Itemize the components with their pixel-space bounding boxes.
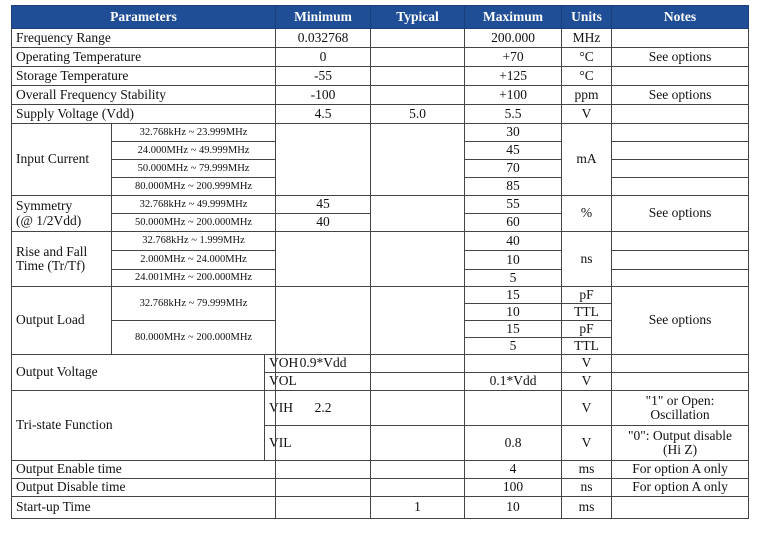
freq-range: 24.000MHz ~ 49.999MHz [112, 142, 276, 160]
typ-value: 5.0 [371, 105, 465, 124]
header-row [12, 6, 749, 29]
param-label: Output Disable time [12, 479, 276, 497]
row-startup-time [12, 497, 749, 519]
notes-value [612, 373, 749, 391]
symbol: VOL [265, 373, 276, 391]
max-value [465, 355, 562, 373]
freq-range: 32.768kHz ~ 49.999MHz [112, 196, 276, 214]
header-typical: Typical [371, 6, 465, 29]
notes-value: See options [612, 196, 749, 232]
freq-range: 80.000MHz ~ 200.000MHz [112, 321, 276, 355]
notes-value [612, 355, 749, 373]
min-value: 0 [276, 48, 371, 67]
freq-range: 24.001MHz ~ 200.000MHz [112, 270, 276, 287]
header-parameters: Parameters [12, 6, 276, 29]
typ-value [371, 426, 465, 461]
typ-value [371, 196, 465, 232]
min-value [276, 497, 371, 519]
unit-value: V [562, 105, 612, 124]
notes-value [612, 142, 749, 160]
header-notes: Notes [612, 6, 749, 29]
max-value: 5 [465, 270, 562, 287]
freq-range: 32.768kHz ~ 79.999MHz [112, 287, 276, 321]
notes-value: For option A only [612, 461, 749, 479]
max-value [465, 391, 562, 426]
unit-value: ns [562, 479, 612, 497]
typ-value: 1 [371, 497, 465, 519]
min-value: 0.9*Vdd [276, 355, 371, 373]
min-value [276, 287, 371, 355]
min-value: 40 [276, 214, 371, 232]
param-label: Start-up Time [12, 497, 276, 519]
typ-value [371, 461, 465, 479]
header-minimum: Minimum [276, 6, 371, 29]
max-value: 0.1*Vdd [465, 373, 562, 391]
notes-value [612, 232, 749, 251]
max-value: 5 [465, 338, 562, 355]
freq-range: 50.000MHz ~ 200.000MHz [112, 214, 276, 232]
typ-value [371, 232, 465, 287]
max-value: 70 [465, 160, 562, 178]
max-value: 15 [465, 321, 562, 338]
param-label-line2: Time (Tr/Tf) [16, 258, 86, 273]
freq-range: 80.000MHz ~ 200.999MHz [112, 178, 276, 196]
max-value: +70 [465, 48, 562, 67]
symbol: VOH [265, 355, 276, 373]
notes-value [612, 178, 749, 196]
notes-value: See options [612, 86, 749, 105]
unit-value: V [562, 355, 612, 373]
max-value: 40 [465, 232, 562, 251]
param-label [12, 196, 112, 232]
unit-value: % [562, 196, 612, 232]
param-label: Operating Temperature [12, 48, 276, 67]
unit-value: TTL [562, 338, 612, 355]
unit-value: ms [562, 497, 612, 519]
row-frequency-range [12, 29, 749, 48]
max-value: +125 [465, 67, 562, 86]
unit-value: °C [562, 48, 612, 67]
max-value: 10 [465, 304, 562, 321]
notes-value [612, 251, 749, 270]
param-label: Output Enable time [12, 461, 276, 479]
max-value: +100 [465, 86, 562, 105]
row-symmetry [12, 196, 749, 214]
typ-value [371, 391, 465, 426]
notes-line2: (Hi Z) [662, 442, 698, 457]
freq-range: 32.768kHz ~ 23.999MHz [112, 124, 276, 142]
row-rise-fall [12, 232, 749, 251]
row-tristate [12, 391, 749, 426]
unit-value: pF [562, 321, 612, 338]
notes-value [612, 29, 749, 48]
unit-value: ns [562, 232, 612, 287]
row-output-voltage [12, 355, 749, 373]
param-label: Frequency Range [12, 29, 276, 48]
max-value: 100 [465, 479, 562, 497]
max-value: 4 [465, 461, 562, 479]
notes-value: For option A only [612, 479, 749, 497]
typ-value [371, 86, 465, 105]
row-operating-temperature [12, 48, 749, 67]
freq-range: 2.000MHz ~ 24.000MHz [112, 251, 276, 270]
notes-line1: "1" or Open: [645, 392, 715, 408]
param-label: Input Current [12, 124, 112, 196]
typ-value [371, 29, 465, 48]
max-value: 0.8 [465, 426, 562, 461]
min-value: 4.5 [276, 105, 371, 124]
notes-line2: Oscillation [650, 407, 710, 422]
header-units: Units [562, 6, 612, 29]
notes-value: See options [612, 48, 749, 67]
typ-value [371, 48, 465, 67]
param-label-line1: Symmetry [16, 198, 73, 214]
min-value: -100 [276, 86, 371, 105]
header-maximum: Maximum [465, 6, 562, 29]
notes-value: See options [612, 287, 749, 355]
unit-value: ms [562, 461, 612, 479]
param-label: Tri-state Function [12, 391, 265, 461]
row-supply-voltage [12, 105, 749, 124]
notes-line1: "0": Output disable [628, 427, 733, 443]
unit-value: pF [562, 287, 612, 304]
notes-value [612, 67, 749, 86]
notes-value [612, 160, 749, 178]
unit-value: mA [562, 124, 612, 196]
param-label-line2: (@ 1/2Vdd) [16, 212, 82, 228]
unit-value: V [562, 373, 612, 391]
param-label: Output Load [12, 287, 112, 355]
unit-value: MHz [562, 29, 612, 48]
max-value: 10 [465, 497, 562, 519]
min-value [276, 124, 371, 196]
min-value: -55 [276, 67, 371, 86]
unit-value: V [562, 391, 612, 426]
symbol: VIH [265, 391, 276, 426]
notes-value [612, 270, 749, 287]
freq-range: 50.000MHz ~ 79.999MHz [112, 160, 276, 178]
row-output-enable-time [12, 461, 749, 479]
typ-value [371, 67, 465, 86]
row-output-disable-time [12, 479, 749, 497]
typ-value [371, 287, 465, 355]
max-value: 45 [465, 142, 562, 160]
row-storage-temperature [12, 67, 749, 86]
notes-value [612, 426, 749, 461]
specifications-table [11, 5, 749, 519]
max-value: 55 [465, 196, 562, 214]
min-value [276, 479, 371, 497]
typ-value [371, 373, 465, 391]
min-value: 2.2 [276, 391, 371, 426]
param-label: Overall Frequency Stability [12, 86, 276, 105]
max-value: 60 [465, 214, 562, 232]
param-label [12, 232, 112, 287]
max-value: 30 [465, 124, 562, 142]
row-input-current [12, 124, 749, 142]
param-label: Storage Temperature [12, 67, 276, 86]
max-value: 200.000 [465, 29, 562, 48]
min-value: 45 [276, 196, 371, 214]
freq-range: 32.768kHz ~ 1.999MHz [112, 232, 276, 251]
unit-value: V [562, 426, 612, 461]
min-value: 0.032768 [276, 29, 371, 48]
unit-value: °C [562, 67, 612, 86]
notes-value [612, 124, 749, 142]
notes-value [612, 497, 749, 519]
typ-value [371, 124, 465, 196]
row-frequency-stability [12, 86, 749, 105]
min-value [276, 461, 371, 479]
notes-value [612, 391, 749, 426]
param-label-line1: Rise and Fall [16, 243, 88, 259]
notes-value [612, 105, 749, 124]
min-value [276, 232, 371, 287]
typ-value [371, 355, 465, 373]
max-value: 10 [465, 251, 562, 270]
symbol: VIL [265, 426, 276, 461]
param-label: Output Voltage [12, 355, 265, 391]
max-value: 15 [465, 287, 562, 304]
typ-value [371, 479, 465, 497]
param-label: Supply Voltage (Vdd) [12, 105, 276, 124]
max-value: 85 [465, 178, 562, 196]
unit-value: TTL [562, 304, 612, 321]
max-value: 5.5 [465, 105, 562, 124]
unit-value: ppm [562, 86, 612, 105]
row-output-load [12, 287, 749, 304]
